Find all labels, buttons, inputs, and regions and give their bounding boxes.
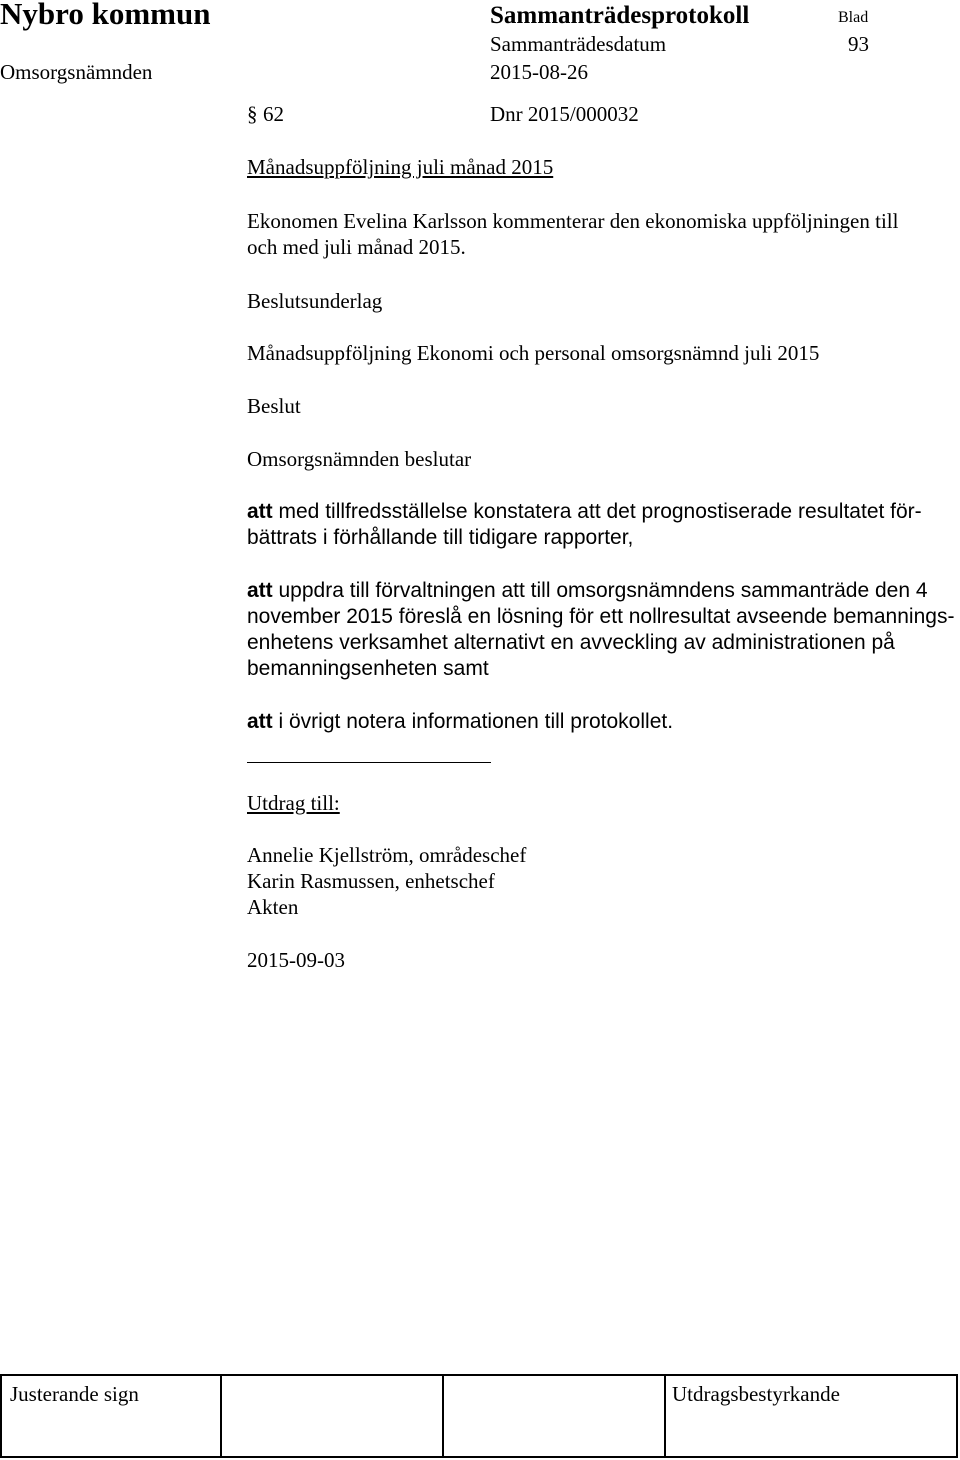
recipient: Karin Rasmussen, enhetschef	[247, 869, 495, 893]
separator-line	[247, 762, 491, 763]
meeting-date: 2015-08-26	[490, 60, 588, 84]
att-clause-1-line-1: att med tillfredsställelse konstatera att det prognostiserade resultatet för-	[247, 500, 922, 523]
item-title: Månadsuppföljning juli månad 2015	[247, 155, 554, 179]
justerande-sign-label: Justerande sign	[10, 1382, 139, 1406]
blad-label: Blad	[838, 9, 869, 26]
att-keyword: att	[247, 710, 273, 733]
protocol-title: Sammanträdesprotokoll	[490, 2, 750, 29]
signature-cell-divider	[220, 1376, 222, 1456]
att-clause-2-line-4: bemanningsenheten samt	[247, 657, 489, 680]
underlag-text: Månadsuppföljning Ekonomi och personal omsorgsnämnd juli 2015	[247, 341, 820, 365]
signature-cell-divider	[442, 1376, 444, 1456]
item-number: 62	[263, 102, 284, 126]
underlag-heading: Beslutsunderlag	[247, 289, 383, 313]
att-clause-2-line-3: enhetens verksamhet alternativt en avveckling av administrationen på	[247, 631, 895, 654]
att-clause-2-line-2: november 2015 föreslå en lösning för ett nollresultat avseende bemannings-	[247, 605, 955, 628]
signature-cell-divider	[664, 1376, 666, 1456]
att-keyword: att	[247, 579, 273, 602]
utdragsbestyrkande-label: Utdragsbestyrkande	[672, 1382, 840, 1406]
att-clause-2-line-1: att uppdra till förvaltningen att till omsorgsnämndens sammanträde den 4	[247, 579, 928, 602]
date-label: Sammanträdesdatum	[490, 32, 667, 56]
blad-number: 93	[848, 32, 869, 56]
att-keyword: att	[247, 500, 273, 523]
distribution-heading: Utdrag till:	[247, 791, 340, 815]
recipient: Akten	[247, 895, 299, 919]
section-symbol: §	[247, 102, 258, 126]
organization-name: Nybro kommun	[0, 0, 211, 31]
intro-line-2: och med juli månad 2015.	[247, 235, 466, 259]
att-clause-1-line-2: bättrats i förhållande till tidigare rapporter,	[247, 526, 634, 549]
beslut-heading: Beslut	[247, 394, 301, 418]
intro-line-1: Ekonomen Evelina Karlsson kommenterar den ekonomiska uppföljningen till	[247, 209, 899, 233]
att-clause-3-line-1: att i övrigt notera informationen till protokollet.	[247, 710, 674, 733]
recipient: Annelie Kjellström, områdeschef	[247, 843, 527, 867]
distribution-date: 2015-09-03	[247, 948, 345, 972]
dnr: Dnr 2015/000032	[490, 102, 639, 126]
committee-name: Omsorgsnämnden	[0, 60, 153, 84]
signature-footer	[0, 1374, 958, 1458]
beslut-intro: Omsorgsnämnden beslutar	[247, 447, 472, 471]
